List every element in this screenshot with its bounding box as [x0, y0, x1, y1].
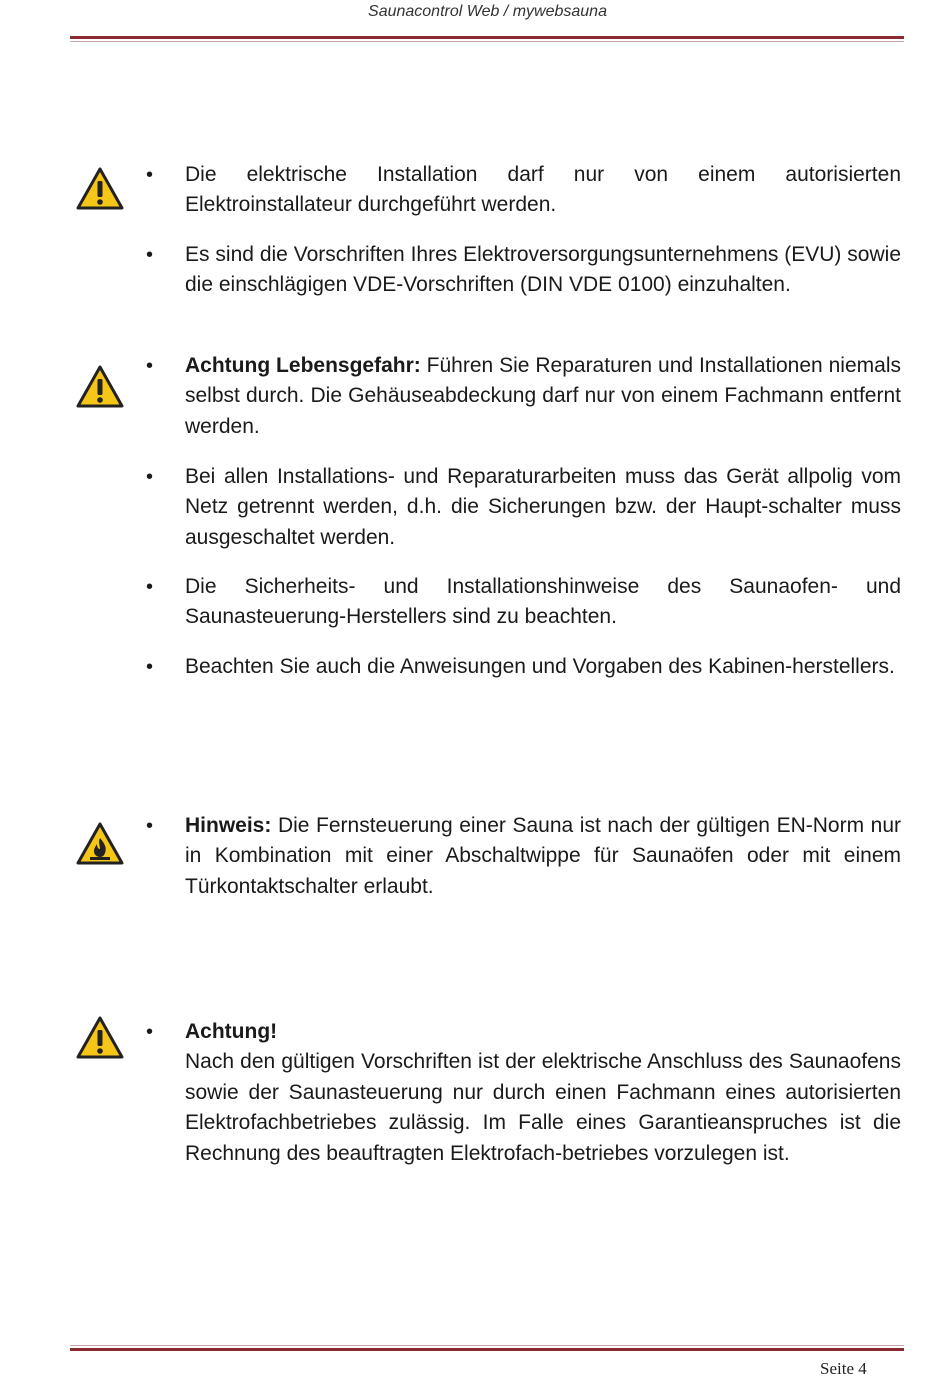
bullet: • — [146, 656, 154, 678]
bullet: • — [146, 355, 154, 377]
lead-label: Achtung Lebensgefahr: — [185, 354, 421, 377]
lead-label: Achtung! — [185, 1020, 278, 1043]
bullet: • — [146, 815, 154, 837]
header-rule — [70, 36, 904, 39]
list-item-text: Bei allen Installations- und Reparaturarbeiten muss das Gerät allpolig vom Netz getrennt werden, d.h. die Sicherungen bzw. der Haupt-schalter muss ausgeschaltet werden. — [185, 465, 901, 549]
page-number: Seite 4 — [820, 1359, 867, 1378]
warning-exclamation-icon — [76, 365, 124, 409]
item-body: Nach den gültigen Vorschriften ist der elektrische Anschluss des Saunaofens sowie der Saunasteuerung nur durch einen Fachmann eines autorisierten Elektrofachbetriebes zulässig. Im Falle eines Garantieanspruches ist die Rechnung des beauftragten Elektrofach-betriebes vorzulegen ist. — [185, 1050, 901, 1165]
bullet: • — [146, 164, 154, 186]
list-item-text — [185, 351, 901, 442]
item-body: Die Fernsteuerung einer Sauna ist nach der gültigen EN-Norm nur in Kombination mit einer Abschaltwippe für Saunaöfen oder mit einem Türkontaktschalter erlaubt. — [185, 814, 901, 898]
list-item-text: Die elektrische Installation darf nur von einem autorisierten Elektroinstallateur durchgeführt werden. — [185, 163, 901, 217]
warning-exclamation-icon — [76, 1016, 124, 1060]
warning-exclamation-icon — [76, 167, 124, 211]
item-body: Führen Sie Reparaturen und Installationen niemals selbst durch. Die Gehäuseabdeckung darf nur von einem Fachmann entfernt werden. — [185, 354, 901, 438]
bullet: • — [146, 244, 154, 266]
list-item-text — [185, 1017, 901, 1169]
footer-rule — [70, 1348, 904, 1351]
bullet: • — [146, 1021, 154, 1043]
header-rule-thin — [70, 41, 904, 42]
footer-rule-thin — [70, 1345, 904, 1346]
lead-label: Hinweis: — [185, 814, 272, 837]
bullet: • — [146, 576, 154, 598]
page-header-title: Saunacontrol Web / mywebsauna — [368, 3, 607, 20]
fire-hazard-icon — [76, 822, 124, 866]
list-item-text: Die Sicherheits- und Installationshinweise des Saunaofen- und Saunasteuerung-Herstellers sind zu beachten. — [185, 575, 901, 629]
list-item-text: Beachten Sie auch die Anweisungen und Vorgaben des Kabinen-herstellers. — [185, 655, 895, 678]
list-item-text: Es sind die Vorschriften Ihres Elektroversorgungsunternehmens (EVU) sowie die einschlägigen VDE-Vorschriften (DIN VDE 0100) einzuhalten. — [185, 243, 901, 297]
bullet: • — [146, 466, 154, 488]
list-item-text — [185, 811, 901, 902]
